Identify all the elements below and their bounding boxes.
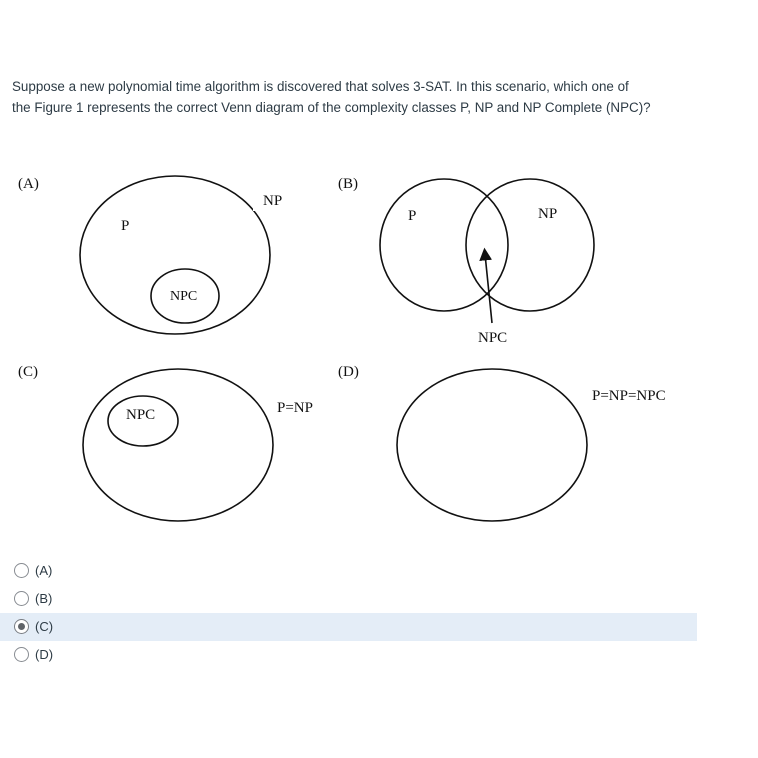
answer-label-d: (D) <box>35 647 54 662</box>
answer-option-b[interactable] <box>0 585 697 613</box>
question-line-2: the Figure 1 represents the correct Venn diagram of the complexity classes P, NP and NP Complete (NPC)? <box>12 100 651 115</box>
panel-b-label: (B) <box>338 176 358 192</box>
answer-label-a: (A) <box>35 563 53 578</box>
radio-d[interactable] <box>14 647 29 662</box>
radio-a[interactable] <box>14 563 29 578</box>
answer-label-c: (C) <box>35 619 54 634</box>
radio-b[interactable] <box>14 591 29 606</box>
panel-b <box>338 176 594 346</box>
question-line-1: Suppose a new polynomial time algorithm is discovered that solves 3-SAT. In this scenario, which one of <box>12 79 629 94</box>
p-np-npc-circle <box>397 369 587 521</box>
answer-label-b: (B) <box>35 591 53 606</box>
panel-a-label: (A) <box>18 176 39 192</box>
p-np-label: P=NP <box>277 400 313 416</box>
radio-c[interactable] <box>14 619 29 634</box>
p-np-npc-label: P=NP=NPC <box>592 388 666 404</box>
p-label: P <box>408 208 417 224</box>
panel-d <box>338 364 666 521</box>
answer-option-a[interactable] <box>0 557 697 585</box>
p-np-outer-circle <box>83 369 273 521</box>
panel-c-label: (C) <box>18 364 38 380</box>
np-circle <box>466 179 594 311</box>
answer-option-c[interactable] <box>0 613 697 641</box>
panel-d-label: (D) <box>338 364 359 380</box>
answer-option-d[interactable] <box>0 641 697 669</box>
npc-arrow <box>485 254 492 323</box>
npc-label: NPC <box>126 407 156 423</box>
question-text <box>12 76 732 118</box>
venn-diagram-figure <box>0 160 758 555</box>
npc-label: NPC <box>478 330 508 346</box>
panel-a <box>18 176 291 334</box>
np-label: NP <box>263 193 283 209</box>
panel-c <box>18 364 313 521</box>
np-label: NP <box>538 206 558 222</box>
answer-options <box>0 557 697 669</box>
np-outer-circle <box>80 176 270 334</box>
npc-label: NPC <box>170 289 198 304</box>
p-label: P <box>121 218 130 234</box>
